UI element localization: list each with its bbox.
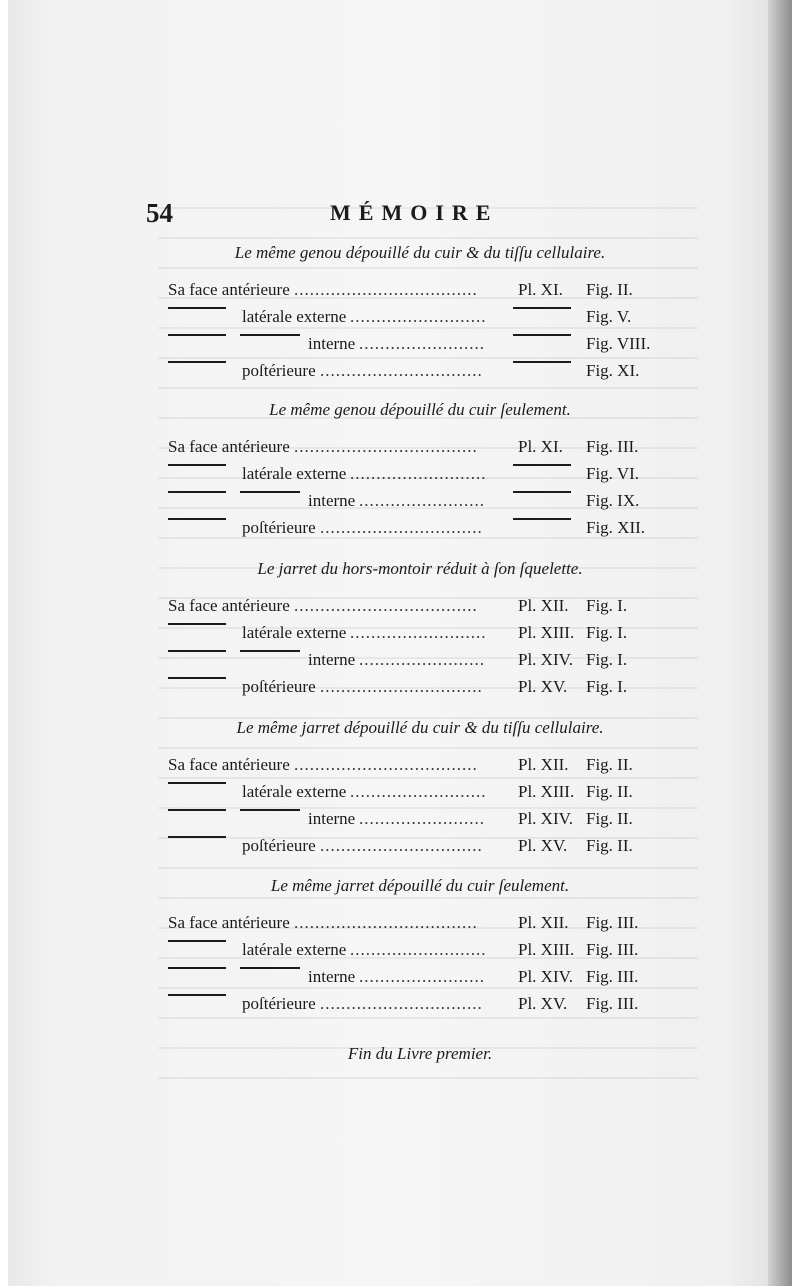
page-header — [140, 198, 660, 238]
row-label: poſtérieure — [242, 361, 316, 380]
ditto-dash — [168, 491, 226, 493]
figure-number: Fig. II. — [586, 809, 633, 828]
figure-number: Fig. I. — [586, 677, 628, 696]
section-title: Le même jarret dépouillé du cuir ſeulement. — [270, 876, 570, 895]
figure-number: Fig. XI. — [586, 361, 640, 380]
ditto-dash — [240, 650, 300, 652]
dot-leader: .......................... — [350, 782, 487, 801]
row-label: interne — [308, 809, 356, 828]
dot-leader: ............................... — [320, 361, 483, 380]
dot-leader: ........................ — [359, 809, 485, 828]
ditto-dash — [240, 491, 300, 493]
plate-number: Pl. XV. — [518, 677, 568, 696]
index-row — [168, 280, 668, 306]
row-label: Sa face antérieure — [168, 596, 290, 615]
plate-number: Pl. XIII. — [518, 782, 575, 801]
section-title: Le même genou dépouillé du cuir & du tiſſu cellulaire. — [234, 243, 606, 262]
figure-number: Fig. I. — [586, 623, 628, 642]
dot-leader: ............................... — [320, 677, 483, 696]
dot-leader: ............................... — [320, 836, 483, 855]
index-row — [168, 464, 668, 490]
dot-leader: ................................... — [294, 280, 478, 299]
figure-number: Fig. IX. — [586, 491, 640, 510]
dot-leader: ........................ — [359, 650, 485, 669]
figure-number: Fig. I. — [586, 650, 628, 669]
index-row — [168, 782, 668, 808]
plate-number: Pl. XII. — [518, 913, 569, 932]
figure-number: Fig. I. — [586, 596, 628, 615]
index-row — [168, 623, 668, 649]
row-label: interne — [308, 967, 356, 986]
figure-number: Fig. III. — [586, 967, 639, 986]
running-title: MÉMOIRE — [330, 200, 499, 225]
row-label: latérale externe — [242, 464, 347, 483]
plate-number: Pl. XI. — [518, 437, 563, 456]
dot-leader: ................................... — [294, 755, 478, 774]
index-row — [168, 836, 668, 862]
index-row — [168, 940, 668, 966]
figure-number: Fig. II. — [586, 280, 633, 299]
row-label: poſtérieure — [242, 677, 316, 696]
figure-number: Fig. II. — [586, 755, 633, 774]
dot-leader: .......................... — [350, 464, 487, 483]
row-label: Sa face antérieure — [168, 280, 290, 299]
plate-number: Pl. XII. — [518, 596, 569, 615]
ditto-dash — [168, 334, 226, 336]
page-number: 54 — [146, 198, 173, 228]
section-title: Le même jarret dépouillé du cuir & du tiſſu cellulaire. — [236, 718, 604, 737]
plate-number: Pl. XIV. — [518, 967, 573, 986]
row-label: latérale externe — [242, 307, 347, 326]
row-label: Sa face antérieure — [168, 755, 290, 774]
end-of-book-note: Fin du Livre premier. — [347, 1044, 493, 1063]
ditto-dash — [168, 464, 226, 466]
row-label: interne — [308, 491, 356, 510]
figure-number: Fig. III. — [586, 913, 639, 932]
figure-number: Fig. V. — [586, 307, 632, 326]
ditto-dash — [168, 307, 226, 309]
dot-leader: ............................... — [320, 994, 483, 1013]
ditto-dash — [513, 464, 571, 466]
row-label: latérale externe — [242, 623, 347, 642]
dot-leader: ................................... — [294, 596, 478, 615]
ditto-dash — [513, 518, 571, 520]
index-row — [168, 677, 668, 703]
index-row — [168, 755, 668, 781]
ditto-dash — [168, 994, 226, 996]
dot-leader: ........................ — [359, 334, 485, 353]
figure-number: Fig. III. — [586, 940, 639, 959]
index-row — [168, 361, 668, 387]
ditto-dash — [168, 650, 226, 652]
figure-number: Fig. II. — [586, 836, 633, 855]
dot-leader: .......................... — [350, 940, 487, 959]
dot-leader: ........................ — [359, 491, 485, 510]
figure-number: Fig. XII. — [586, 518, 646, 537]
figure-number: Fig. II. — [586, 782, 633, 801]
index-row — [168, 518, 668, 544]
index-row — [168, 307, 668, 333]
dot-leader: ................................... — [294, 437, 478, 456]
index-row — [168, 491, 668, 517]
ditto-dash — [168, 361, 226, 363]
row-label: poſtérieure — [242, 994, 316, 1013]
ditto-dash — [513, 491, 571, 493]
plate-number: Pl. XII. — [518, 755, 569, 774]
index-row — [168, 967, 668, 993]
ditto-dash — [513, 361, 571, 363]
row-label: poſtérieure — [242, 836, 316, 855]
row-label: interne — [308, 334, 356, 353]
plate-number: Pl. XI. — [518, 280, 563, 299]
index-row — [168, 809, 668, 835]
ditto-dash — [240, 967, 300, 969]
section-title: Le jarret du hors-montoir réduit à ſon ſquelette. — [257, 559, 583, 578]
plate-number: Pl. XIV. — [518, 809, 573, 828]
ditto-dash — [168, 809, 226, 811]
plate-number: Pl. XIII. — [518, 623, 575, 642]
plate-number: Pl. XV. — [518, 836, 568, 855]
row-label: poſtérieure — [242, 518, 316, 537]
ditto-dash — [513, 334, 571, 336]
plate-number: Pl. XIII. — [518, 940, 575, 959]
row-label: latérale externe — [242, 940, 347, 959]
index-row — [168, 650, 668, 676]
dot-leader: .......................... — [350, 623, 487, 642]
row-label: Sa face antérieure — [168, 913, 290, 932]
ditto-dash — [168, 836, 226, 838]
dot-leader: ................................... — [294, 913, 478, 932]
ditto-dash — [168, 940, 226, 942]
row-label: Sa face antérieure — [168, 437, 290, 456]
ditto-dash — [240, 809, 300, 811]
plate-number: Pl. XV. — [518, 994, 568, 1013]
index-row — [168, 334, 668, 360]
plate-number: Pl. XIV. — [518, 650, 573, 669]
ditto-dash — [168, 782, 226, 784]
ditto-dash — [168, 623, 226, 625]
figure-number: Fig. VIII. — [586, 334, 651, 353]
index-row — [168, 913, 668, 939]
page-edge-shadow — [768, 0, 792, 1286]
section-title: Le même genou dépouillé du cuir ſeulement. — [269, 400, 571, 419]
figure-number: Fig. VI. — [586, 464, 640, 483]
index-row — [168, 437, 668, 463]
index-row — [168, 994, 668, 1020]
ditto-dash — [168, 967, 226, 969]
dot-leader: ........................ — [359, 967, 485, 986]
ditto-dash — [168, 677, 226, 679]
figure-number: Fig. III. — [586, 994, 639, 1013]
ditto-dash — [240, 334, 300, 336]
figure-number: Fig. III. — [586, 437, 639, 456]
row-label: interne — [308, 650, 356, 669]
row-label: latérale externe — [242, 782, 347, 801]
index-row — [168, 596, 668, 622]
ditto-dash — [168, 518, 226, 520]
dot-leader: ............................... — [320, 518, 483, 537]
ditto-dash — [513, 307, 571, 309]
dot-leader: .......................... — [350, 307, 487, 326]
